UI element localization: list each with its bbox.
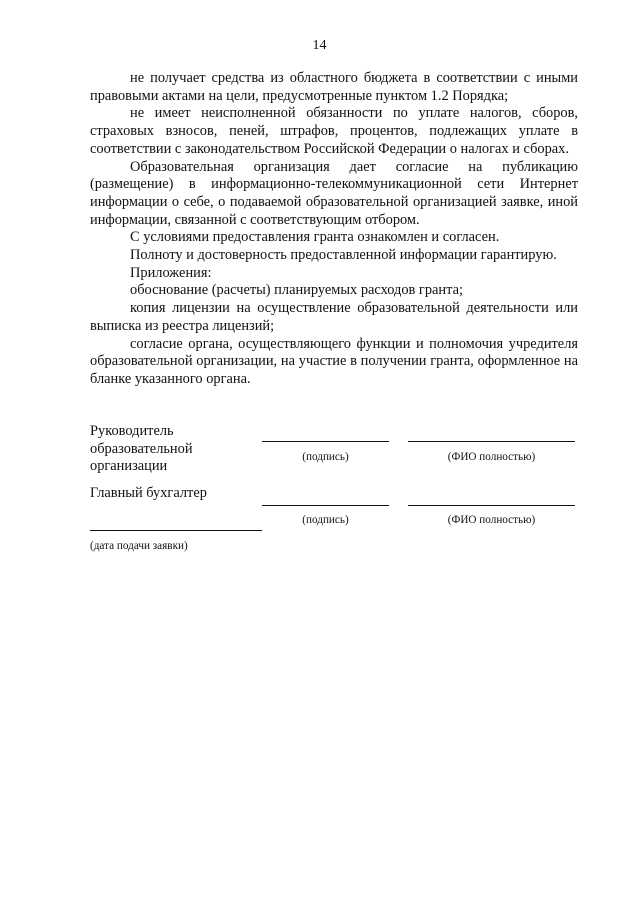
paragraph-no-other-budget-funds: не получает средства из областного бюджета в соответствии с иными правовыми актами на цели, предусмотренные пунктом 1.2 Порядка;: [90, 70, 578, 104]
accountant-name-line: [408, 505, 575, 506]
head-name-line: [408, 441, 575, 442]
document-body: [90, 70, 578, 389]
head-name-caption: (ФИО полностью): [447, 451, 536, 463]
accountant-label: Главный бухгалтер: [90, 485, 207, 501]
paragraph-attachment-license-copy: копия лицензии на осуществление образовательной деятельности или выписка из реестра лицензий;: [90, 300, 578, 334]
head-label: Руководитель образовательной организации: [90, 423, 193, 474]
accountant-signature-line: [262, 505, 389, 506]
head-signature-caption: (подпись): [302, 451, 349, 463]
head-signature-line: [262, 441, 389, 442]
paragraph-no-tax-debts: не имеет неисполненной обязанности по уплате налогов, сборов, страховых взносов, пеней, штрафов, процентов, подлежащих уплате в соответствии с законодательством Российской Федерации о налогах и сборах.: [90, 105, 578, 157]
date-caption: (дата подачи заявки): [90, 540, 188, 552]
paragraph-accuracy-guarantee: Полноту и достоверность предоставленной информации гарантирую.: [130, 247, 557, 264]
accountant-name-caption: (ФИО полностью): [447, 514, 536, 526]
paragraph-attachments-heading: Приложения:: [130, 264, 212, 281]
paragraph-publication-consent: Образовательная организация дает согласие на публикацию (размещение) в информационно-телекоммуникационной сети Интернет информации о себе, о подаваемой образовательной организацией заявке, иной информации, связанной с соответствующим отбором.: [90, 158, 578, 228]
paragraph-attachment-cost-justification: обоснование (расчеты) планируемых расходов гранта;: [130, 282, 463, 299]
paragraph-attachment-founder-consent: согласие органа, осуществляющего функции и полномочия учредителя образовательной организации, на участие в получении гранта, оформленное на бланке указанного органа.: [90, 335, 578, 387]
accountant-signature-caption: (подпись): [302, 514, 349, 526]
date-line: [90, 530, 262, 531]
page-number: 14: [312, 38, 327, 53]
paragraph-conditions-agreed: С условиями предоставления гранта ознакомлен и согласен.: [130, 229, 500, 246]
